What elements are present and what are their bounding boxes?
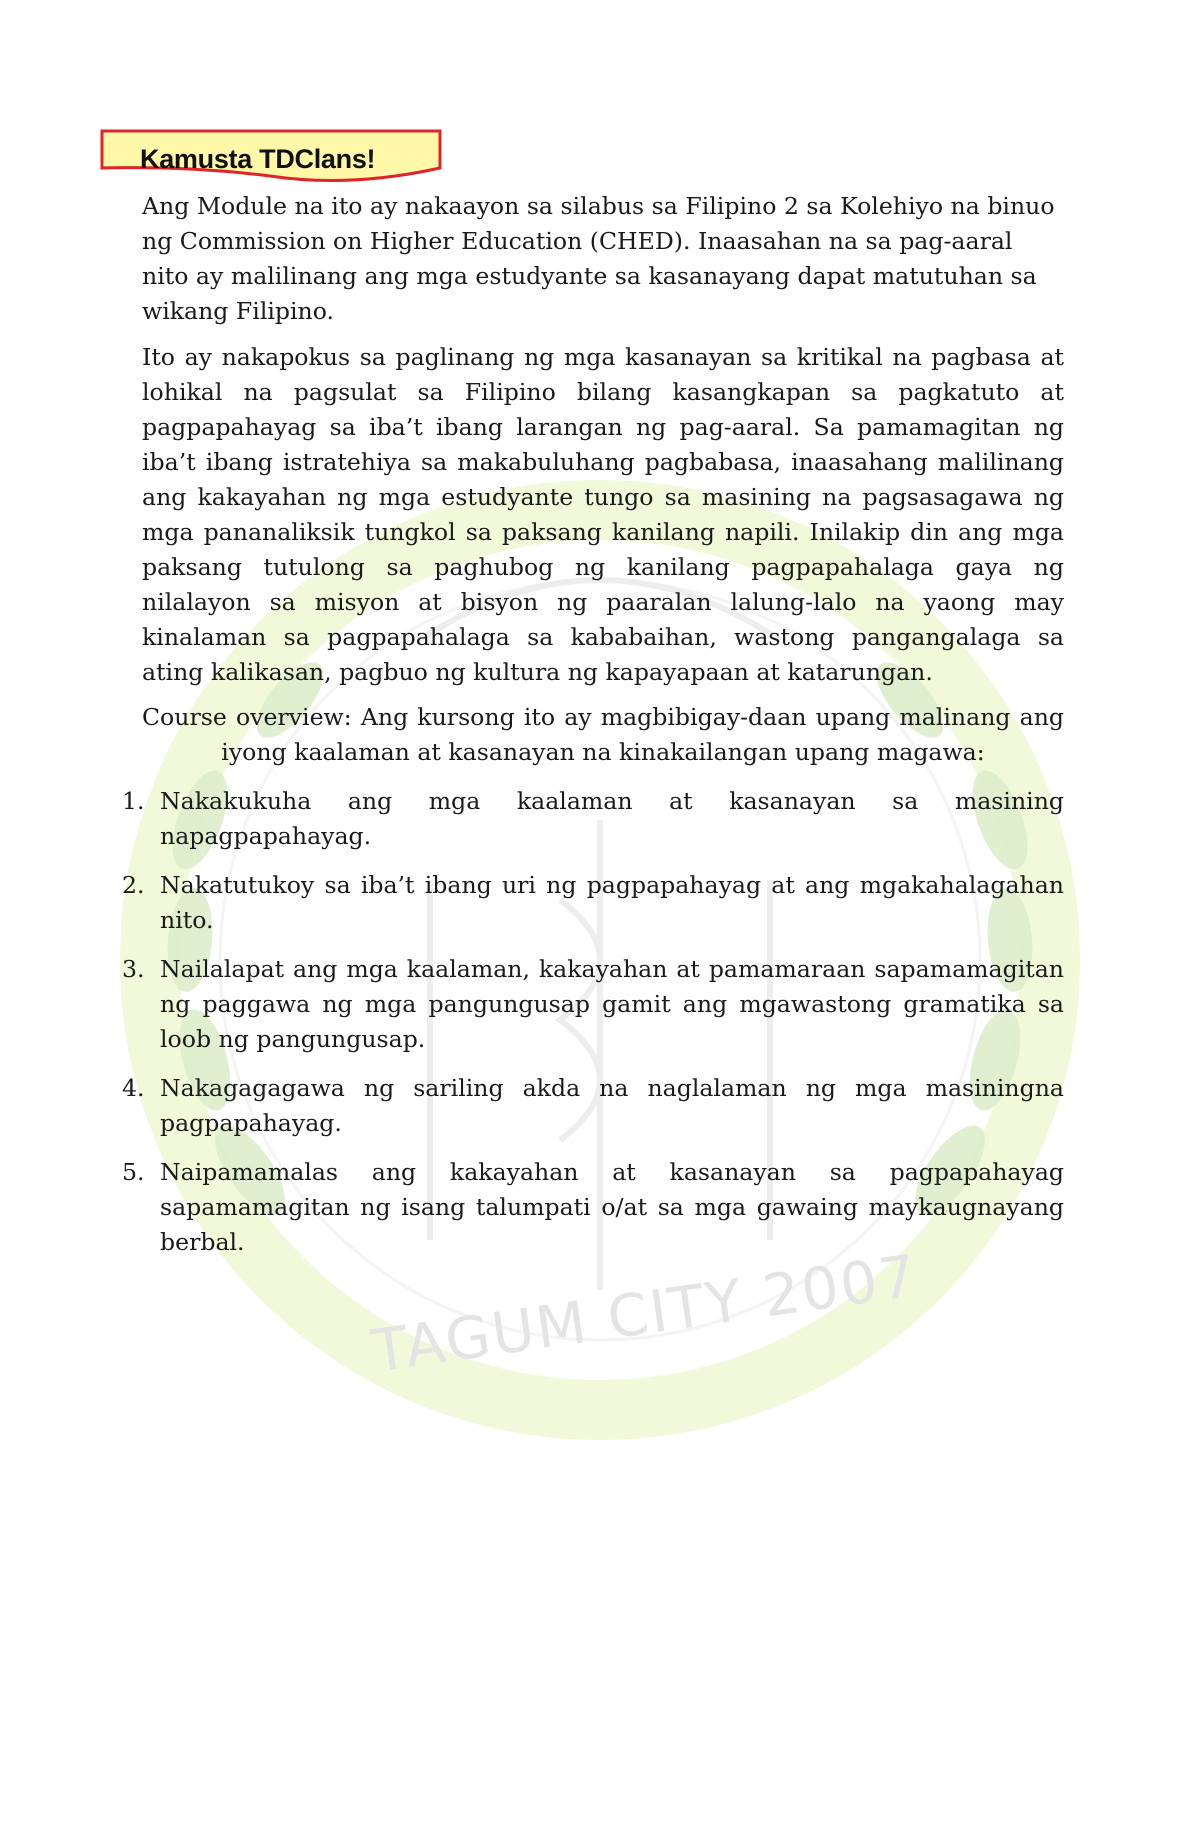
list-item-text: Naipamamalas ang kakayahan at kasanayan sa pagpapahayag sapamamagitan ng isang talumpati o/at sa mga gawaing maykaugnayang berbal. xyxy=(160,1158,1064,1256)
list-item xyxy=(122,1071,1064,1141)
watermark-caption: TAGUM CITY 2007 xyxy=(368,1241,923,1386)
list-item-text: Nakagagagawa ng sariling akda na naglalaman ng mga masiningna pagpapahayag. xyxy=(160,1074,1064,1137)
list-item xyxy=(122,1155,1064,1260)
header-callout xyxy=(100,128,440,186)
intro-paragraph: Ang Module na ito ay nakaayon sa silabus sa Filipino 2 sa Kolehiyo na binuo ng Commission on Higher Education (CHED). Inaasahan na sa pag-aaral nito ay malilinang ang mga estudyante sa kasanayang dapat matutuhan sa wikang Filipino. xyxy=(142,192,1055,325)
list-item-text: Nakakukuha ang mga kaalaman at kasanayan sa masining napagpapahayag. xyxy=(160,787,1064,850)
module-content xyxy=(122,189,1064,1274)
list-number: 1. xyxy=(122,787,145,815)
list-number: 5. xyxy=(122,1158,145,1186)
header-title: Kamusta TDClans! xyxy=(140,144,376,174)
description-paragraph: Ito ay nakapokus sa paglinang ng mga kasanayan sa kritikal na pagbasa at lohikal na pagsulat sa Filipino bilang kasangkapan sa pagkatuto at pagpapahayag sa iba’t ibang larangan ng pag-aaral. Sa pamamagitan ng iba’t ibang istratehiya sa makabuluhang pagbabasa, inaasahang malilinang ang kakayahan ng mga estudyante tungo sa masining na pagsasagawa ng mga pananaliksik tungkol sa paksang kanilang napili. Inilakip din ang mga paksang tutulong sa paghubog ng kanilang pagpapahalaga gaya ng nilalayon sa misyon at bisyon ng paaralan lalung-lalo na yaong may kinalaman sa pagpapahalaga sa kababaihan, wastong pangangalaga sa ating kalikasan, pagbuo ng kultura ng kapayapaan at katarungan. xyxy=(142,343,1064,686)
list-item xyxy=(122,784,1064,854)
list-number: 3. xyxy=(122,955,145,983)
list-item-text: Nakatutukoy sa iba’t ibang uri ng pagpapahayag at ang mgakahalagahan nito. xyxy=(160,871,1064,934)
list-number: 4. xyxy=(122,1074,145,1102)
list-item xyxy=(122,868,1064,938)
list-number: 2. xyxy=(122,871,145,899)
list-item-text: Nailalapat ang mga kaalaman, kakayahan at pamamaraan sapamamagitan ng paggawa ng mga pangungusap gamit ang mgawastong gramatika sa loob ng pangungusap. xyxy=(160,955,1064,1053)
list-item xyxy=(122,952,1064,1057)
course-overview: Course overview: Ang kursong ito ay magbibigay-daan upang malinang ang iyong kaalaman at kasanayan na kinakailangan upang magawa: xyxy=(142,703,1064,766)
objectives-list xyxy=(122,784,1064,1260)
